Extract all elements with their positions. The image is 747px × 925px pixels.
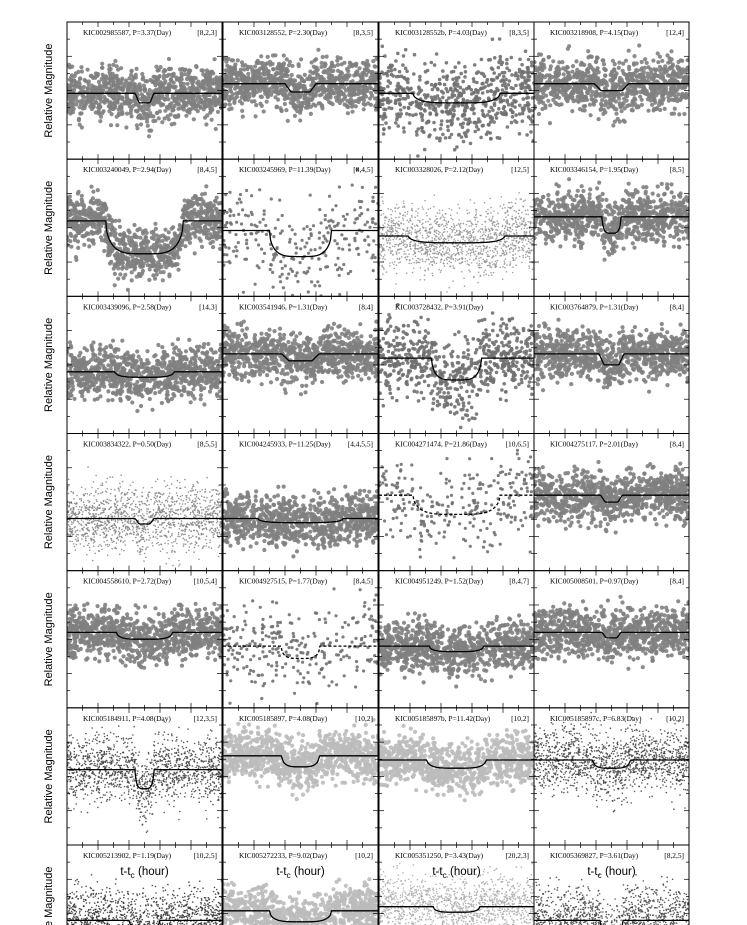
panel-tag: [20,2,3] — [506, 851, 529, 860]
data-points — [377, 611, 536, 688]
light-curve-panel — [221, 296, 380, 433]
panel-title: KIC003728432, P=3.91(Day) — [395, 302, 484, 311]
panel-tag: [8,4,5] — [197, 165, 217, 174]
panel-tag: [8,3,5] — [509, 28, 529, 37]
data-points — [66, 721, 222, 833]
data-points — [532, 177, 691, 262]
light-curve-panel — [378, 296, 536, 433]
panel-title: KIC005185897, P=4.08(Day) — [239, 714, 328, 723]
panel-tag: [14,3] — [199, 302, 217, 311]
axis-ticks — [379, 434, 534, 571]
light-curve-panel — [222, 159, 380, 314]
panel-tag: [8,4] — [359, 302, 373, 311]
data-points — [532, 43, 691, 127]
light-curve-panel — [65, 296, 224, 433]
panel-tag: [12,5] — [511, 165, 529, 174]
light-curve-panel — [378, 845, 535, 925]
panel-tag: [8,4,5] — [353, 165, 373, 174]
y-axis-label: Relative Magnitude — [43, 867, 55, 925]
panel-frame — [223, 159, 378, 296]
panel-tag: [10,5,4] — [194, 577, 217, 586]
panel-title: KIC005184911, P=4.08(Day) — [83, 714, 171, 723]
panel-title: KIC003346154, P=1.95(Day) — [550, 165, 639, 174]
panel-title: KIC004927515, P=1.77(Day) — [239, 577, 328, 586]
panel-title: KIC003245969, P=11.39(Day) — [239, 165, 331, 174]
light-curve-panel — [378, 159, 534, 296]
data-points — [377, 449, 534, 560]
panel-title: KIC005008501, P=0.97(Day) — [550, 577, 639, 586]
panel-title: KIC003439096, P=2.58(Day) — [83, 302, 172, 311]
light-curve-panel — [66, 708, 222, 845]
y-axis-label: Relative Magnitude — [43, 592, 55, 686]
y-axis-label: Relative Magnitude — [43, 318, 55, 412]
data-points — [221, 877, 380, 925]
data-points — [65, 602, 224, 670]
panel-title: KIC005351250, P=3.43(Day) — [395, 851, 484, 860]
data-points — [377, 37, 535, 158]
light-curve-panel — [65, 159, 224, 296]
panel-tag: [8,2,5] — [664, 851, 684, 860]
light-curve-panel — [222, 571, 380, 708]
panel-title: KIC004951249, P=1.52(Day) — [395, 577, 484, 586]
y-axis-labels — [43, 44, 55, 925]
x-axis-label: $t-t_c$ (hour) — [432, 866, 481, 880]
light-curve-panel — [221, 845, 380, 925]
y-axis-label: Relative Magnitude — [43, 181, 55, 275]
panel-tag: [12,4] — [666, 28, 684, 37]
panel-tag: [8,4] — [670, 577, 684, 586]
x-axis-label: $t-t_c$ (hour) — [120, 866, 169, 880]
light-curve-panel — [377, 434, 534, 571]
panel-tag: [8,4,5] — [353, 577, 373, 586]
data-points — [532, 460, 691, 535]
panel-tag: [10,6,5] — [506, 440, 529, 449]
panel-frame — [534, 708, 689, 845]
panel-tag: [10,2] — [511, 714, 529, 723]
panel-tag: [10,2] — [355, 851, 373, 860]
light-curve-panel — [221, 22, 380, 159]
light-curve-panel — [65, 571, 224, 708]
data-points — [533, 874, 690, 925]
data-points — [378, 303, 536, 429]
light-curve-panel — [377, 708, 536, 845]
panel-tag: [8,4,7] — [509, 577, 529, 586]
panel-title: KIC005213902, P=1.19(Day) — [83, 851, 172, 860]
panel-title: KIC005185897b, P=11.42(Day) — [395, 714, 491, 723]
panel-title: KIC005272233, P=9.02(Day) — [239, 851, 328, 860]
panel-tag: [8,5] — [670, 165, 684, 174]
light-curve-panel — [534, 708, 690, 845]
panel-title: KIC003240049, P=2.94(Day) — [83, 165, 172, 174]
data-points — [221, 320, 380, 397]
light-curve-panel — [66, 22, 224, 159]
light-curve-panel — [532, 159, 691, 296]
data-points — [221, 48, 380, 123]
light-curve-panel — [377, 22, 535, 159]
data-points — [65, 337, 224, 413]
panel-title: KIC005185897c, P=6.83(Day) — [550, 714, 642, 723]
panel-title: KIC002985587, P=3.37(Day) — [83, 28, 172, 37]
panel-title: KIC004275117, P=2.01(Day) — [550, 440, 638, 449]
axis-ticks — [223, 159, 378, 296]
panel-tag: [8,4] — [670, 302, 684, 311]
panel-title: KIC005369827, P=3.61(Day) — [550, 851, 639, 860]
light-curve-panel — [221, 708, 380, 845]
y-axis-label: Relative Magnitude — [43, 455, 55, 549]
panel-title: KIC004558610, P=2.72(Day) — [83, 577, 172, 586]
light-curve-panel — [66, 845, 223, 925]
light-curve-panel — [532, 22, 691, 159]
data-points — [221, 485, 380, 559]
panel-title: KIC003834322, P=0.50(Day) — [83, 440, 172, 449]
panel-title: KIC003541946, P=1.31(Day) — [239, 302, 328, 311]
light-curve-panel — [532, 571, 691, 708]
panel-tag: [10,2] — [666, 714, 684, 723]
panel-title: KIC003218908, P=4.15(Day) — [550, 28, 639, 37]
axis-ticks — [534, 708, 689, 845]
y-axis-label: Relative Magnitude — [43, 729, 55, 823]
light-curve-panel — [532, 296, 691, 433]
panel-title: KIC004245933, P=11.25(Day) — [239, 440, 331, 449]
panel-tag: [8,3,5] — [353, 28, 373, 37]
x-axis-label: $t-t_c$ (hour) — [587, 866, 636, 880]
data-points — [532, 318, 691, 394]
data-points — [221, 718, 380, 802]
data-points — [65, 184, 224, 292]
light-curve-panel — [221, 434, 380, 571]
panel-tag: [10,2] — [355, 714, 373, 723]
data-points — [66, 57, 224, 138]
y-axis-label: Relative Magnitude — [43, 44, 55, 138]
panel-frame — [379, 434, 534, 571]
data-points — [222, 168, 380, 314]
light-curve-panel — [533, 845, 690, 925]
panel-tag: [8,4] — [670, 440, 684, 449]
panel-tag: [12,3,5] — [194, 714, 217, 723]
x-axis-label: $t-t_c$ (hour) — [276, 866, 325, 880]
panel-title: KIC003128552b, P=4.03(Day) — [395, 28, 487, 37]
panel-title: KIC003764879, P=1.31(Day) — [550, 302, 639, 311]
panel-tag: [8,5,5] — [197, 440, 217, 449]
data-points — [66, 874, 223, 925]
panel-tag: [4,4,5,5] — [348, 440, 373, 449]
panel-tag: [8,2,3] — [197, 28, 217, 37]
panel-title: KIC003328026, P=2.12(Day) — [395, 165, 484, 174]
panel-title: KIC004271474, P=21.86(Day) — [395, 440, 487, 449]
light-curve-panel — [532, 434, 691, 571]
light-curve-panel — [66, 434, 223, 572]
light-curve-panel — [377, 571, 536, 708]
panel-title: KIC003128552, P=2.30(Day) — [239, 28, 328, 37]
data-points — [534, 712, 690, 813]
panel-tag: [10,2,5] — [194, 851, 217, 860]
panel-grid — [65, 22, 691, 925]
data-points — [377, 724, 536, 803]
